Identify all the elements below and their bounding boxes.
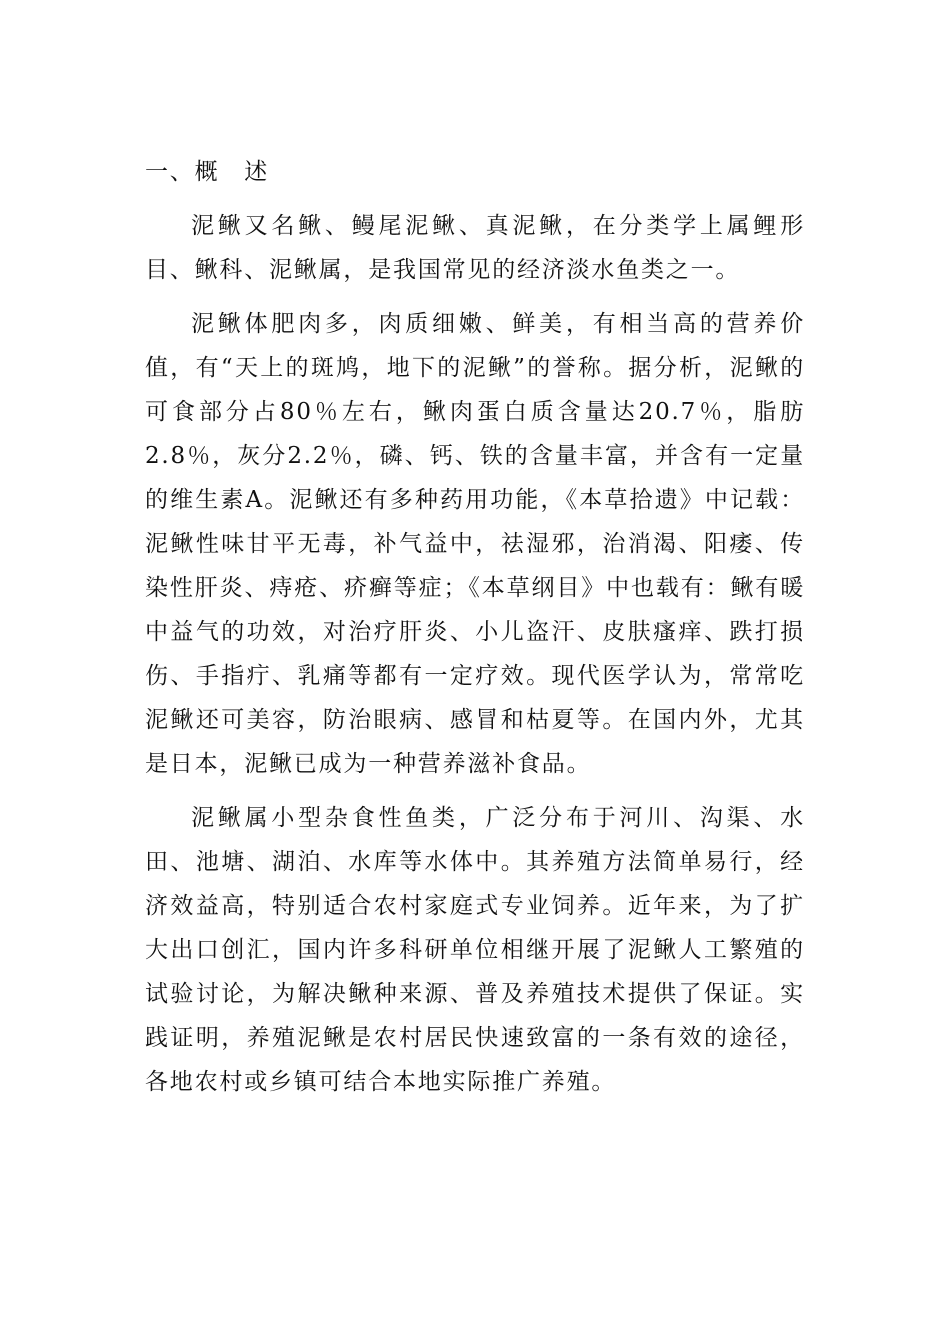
document-page [145,150,805,1114]
paragraph-distribution: 泥鳅属小型杂食性鱼类，广泛分布于河川、沟渠、水田、池塘、湖泊、水库等水体中。其养殖方法简单易行，经济效益高，特别适合农村家庭式专业饲养。近年来，为了扩大出口创汇，国内许多科研单位相继开展了泥鳅人工繁殖的试验讨论，为解决鳅种来源、普及养殖技术提供了保证。实践证明，养殖泥鳅是农村居民快速致富的一条有效的途径，各地农村或乡镇可结合本地实际推广养殖。 [145,805,805,1095]
paragraph-nutrition: 泥鳅体肥肉多，肉质细嫩、鲜美，有相当高的营养价值，有“天上的斑鸠，地下的泥鳅”的誉称。据分析，泥鳅的可食部分占80％左右，鳅肉蛋白质含量达20.7％，脂肪2.8％，灰分2.2％，磷、钙、铁的含量丰富，并含有一定量的维生素A。泥鳅还有多种药用功能，《本草拾遗》中记载：泥鳅性味甘平无毒，补气益中，祛湿邪，治消渴、阳痿、传染性肝炎、痔疮、疥癣等症；《本草纲目》中也载有：鳅有暖中益气的功效，对治疗肝炎、小儿盗汗、皮肤瘙痒、跌打损伤、手指疔、乳痛等都有一定疗效。现代医学认为，常常吃泥鳅还可美容，防治眼病、感冒和枯夏等。在国内外，尤其是日本，泥鳅已成为一种营养滋补食品。 [145,311,805,777]
paragraph-intro: 泥鳅又名鳅、鳗尾泥鳅、真泥鳅，在分类学上属鲤形目、鳅科、泥鳅属，是我国常见的经济淡水鱼类之一。 [145,213,805,283]
section-heading: 一、概 述 [145,159,269,185]
